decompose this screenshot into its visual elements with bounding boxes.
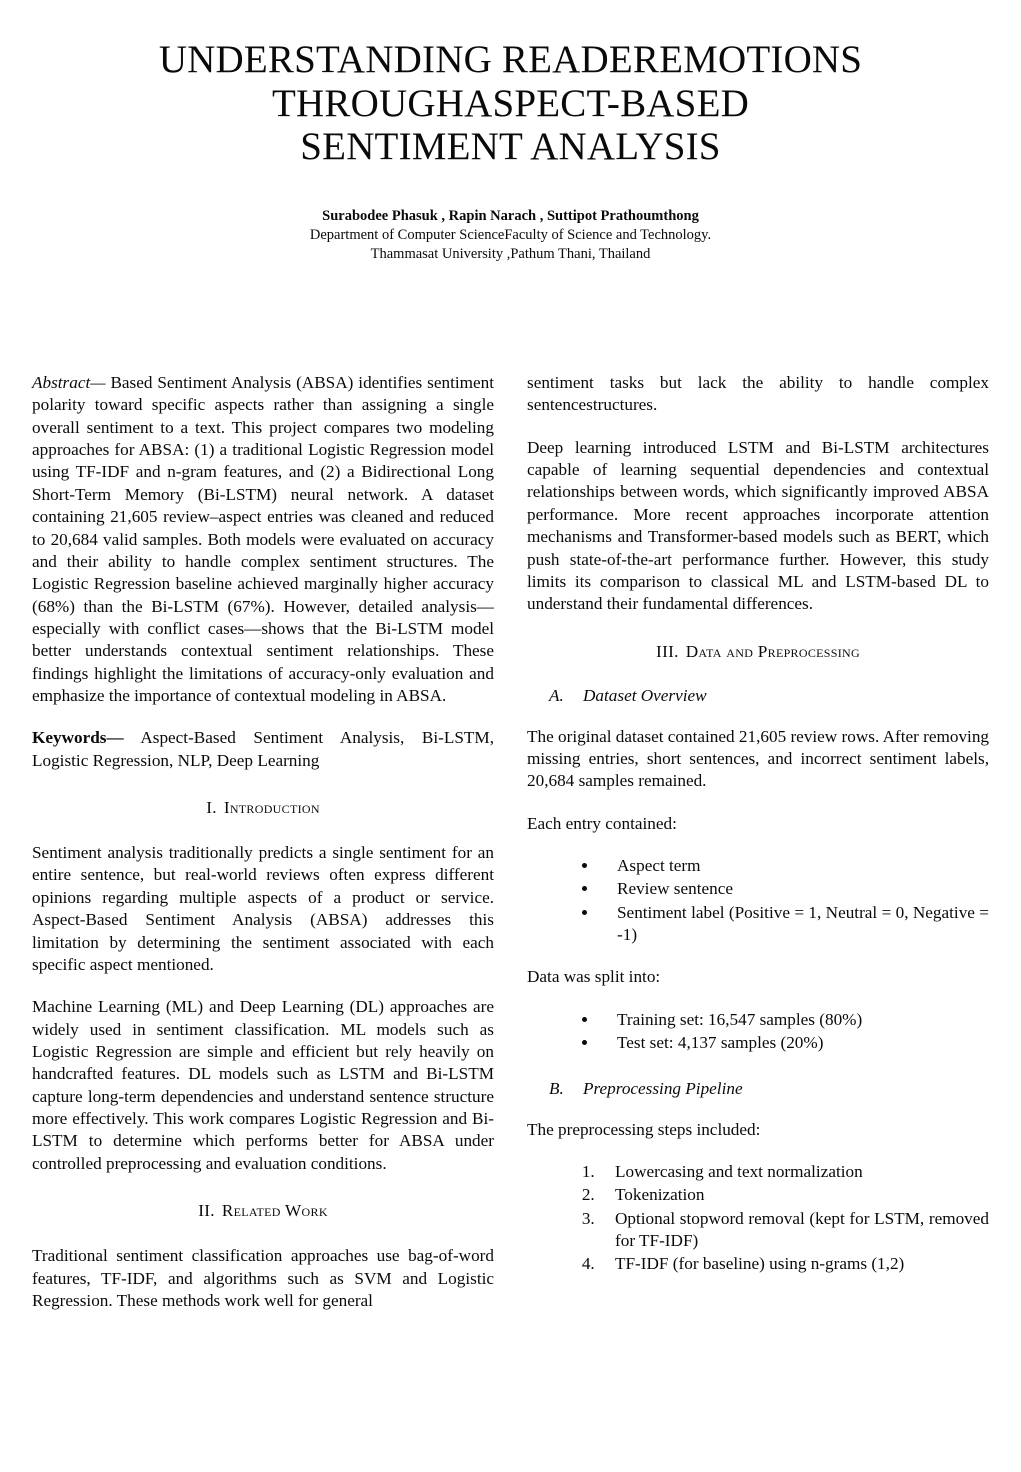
abstract-label: Abstract—	[32, 373, 106, 392]
related-work-paragraph-1: Traditional sentiment classification approaches use bag-of-word features, TF-IDF, and algorithms such as SVM and Logistic Regression. These methods work well for general	[32, 1246, 494, 1310]
related-work-paragraph-2: Deep learning introduced LSTM and Bi-LSTM architectures capable of learning sequential dependencies and contextual relationships between words, which significantly improved ABSA performance. More recent approaches incorporate attention mechanisms and Transformer-based models such as BERT, which push state-of-the-art performance further. However, this study limits its comparison to classical ML and LSTM-based DL to understand their fundamental differences.	[527, 437, 989, 614]
abstract-text: Based Sentiment Analysis (ABSA) identifies sentiment polarity toward specific aspects rather than assigning a single overall sentiment to a text. This project compares two modeling approaches for ABSA: (1) a traditional Logistic Regression model using TF-IDF and n-gram features, and (2) a Bidirectional Long Short-Term Memory (Bi-LSTM) neural network. A dataset containing 21,605 review–aspect entries was cleaned and reduced to 20,684 valid samples. Both models were evaluated on accuracy and their ability to handle complex sentiment structures. The Logistic Regression baseline achieved marginally higher accuracy (68%) than the Bi-LSTM (67%). However, detailed analysis—especially with conflict cases—shows that the Bi-LSTM model better understands contextual sentiment relationships. These findings highlight the limitations of accuracy-only evaluation and emphasize the importance of contextual modeling in ABSA.	[32, 373, 494, 706]
dataset-overview-paragraph: The original dataset contained 21,605 review rows. After removing missing entries, short sentences, and incorrect sentiment labels, 20,684 samples remained.	[527, 726, 990, 791]
introduction-paragraph-1: Sentiment analysis traditionally predicts a single sentiment for an entire sentence, but real-world reviews often express different opinions regarding multiple aspects of a product or service. Aspect-Based Sentiment Analysis (ABSA) addresses this limitation by determining the sentiment associated with each specific aspect mentioned.	[32, 843, 494, 974]
related-work-paragraph-1-continued: sentiment tasks but lack the ability to handle complex sentencestructures.	[527, 373, 989, 415]
two-column-body	[32, 372, 989, 1332]
title-line-2: THROUGHASPECT-BASED	[272, 81, 749, 125]
list-item: • Test set: 4,137 samples (20%)	[599, 1032, 989, 1054]
section-heading-related-work	[32, 1201, 494, 1221]
list-item: 2. Tokenization	[599, 1184, 989, 1206]
subsection-letter-a: A.	[549, 685, 564, 705]
section-title-related-work: Related Work	[221, 1201, 328, 1221]
keywords-text: Aspect-Based Sentiment Analysis, Bi-LSTM, Logistic Regression, NLP, Deep Learning	[32, 728, 494, 770]
section-numeral-data-and-preprocessing: III.	[656, 641, 679, 661]
title-line-3: SENTIMENT ANALYSIS	[300, 125, 721, 169]
subsection-heading-dataset-overview	[527, 686, 989, 706]
entry-contents-list	[527, 855, 989, 946]
list-item: • Sentiment label (Positive = 1, Neutral = 0, Negative = -1)	[599, 902, 989, 947]
section-numeral-introduction: I.	[206, 798, 217, 818]
list-item: 1. Lowercasing and text normalization	[599, 1161, 989, 1183]
author-names: Surabodee Phasuk , Rapin Narach , Suttipot Prathoumthong	[322, 208, 699, 225]
abstract-paragraph	[32, 372, 494, 707]
affiliation-line-2: Thammasat University ,Pathum Thani, Thailand	[370, 245, 651, 262]
subsection-letter-b: B.	[549, 1078, 564, 1098]
preprocessing-steps-intro: The preprocessing steps included:	[527, 1119, 761, 1139]
list-item: • Aspect term	[599, 855, 989, 877]
section-title-data-and-preprocessing: Data and Preprocessing	[685, 641, 860, 661]
affiliation-line-1: Department of Computer ScienceFaculty of Science and Technology.	[309, 226, 712, 243]
section-numeral-related-work: II.	[198, 1201, 215, 1221]
author-block	[72, 207, 949, 264]
preprocessing-steps-list	[527, 1161, 989, 1276]
list-item: 4. TF-IDF (for baseline) using n-grams (1,2)	[599, 1253, 989, 1275]
list-item: • Review sentence	[599, 878, 989, 900]
introduction-paragraph-2: Machine Learning (ML) and Deep Learning (DL) approaches are widely used in sentiment classification. ML models such as Logistic Regression are simple and efficient but rely heavily on handcrafted features. DL models such as LSTM and Bi-LSTM capture long-term dependencies and understand sentence structure more effectively. This work compares Logistic Regression and Bi-LSTM to determine which performs better for ABSA under controlled preprocessing and evaluation conditions.	[32, 997, 494, 1173]
keywords-label: Keywords—	[32, 728, 124, 748]
subsection-heading-preprocessing-pipeline	[527, 1079, 989, 1099]
subsection-title-dataset-overview: Dataset Overview	[583, 685, 707, 705]
section-heading-data-and-preprocessing	[527, 642, 989, 662]
list-item: • Training set: 16,547 samples (80%)	[599, 1009, 989, 1031]
section-heading-introduction	[32, 798, 494, 818]
each-entry-intro: Each entry contained:	[527, 813, 677, 833]
right-column	[527, 372, 989, 1332]
page-title	[72, 38, 949, 169]
section-title-introduction: Introduction	[223, 798, 320, 818]
title-line-1: UNDERSTANDING READEREMOTIONS	[158, 38, 863, 81]
list-item: 3. Optional stopword removal (kept for LSTM, removed for TF-IDF)	[599, 1208, 989, 1253]
data-split-intro: Data was split into:	[527, 967, 661, 987]
keywords-paragraph	[32, 727, 494, 772]
left-column	[32, 372, 494, 1332]
title-block	[0, 0, 1021, 264]
subsection-title-preprocessing-pipeline: Preprocessing Pipeline	[583, 1078, 743, 1098]
data-split-list	[527, 1009, 989, 1055]
